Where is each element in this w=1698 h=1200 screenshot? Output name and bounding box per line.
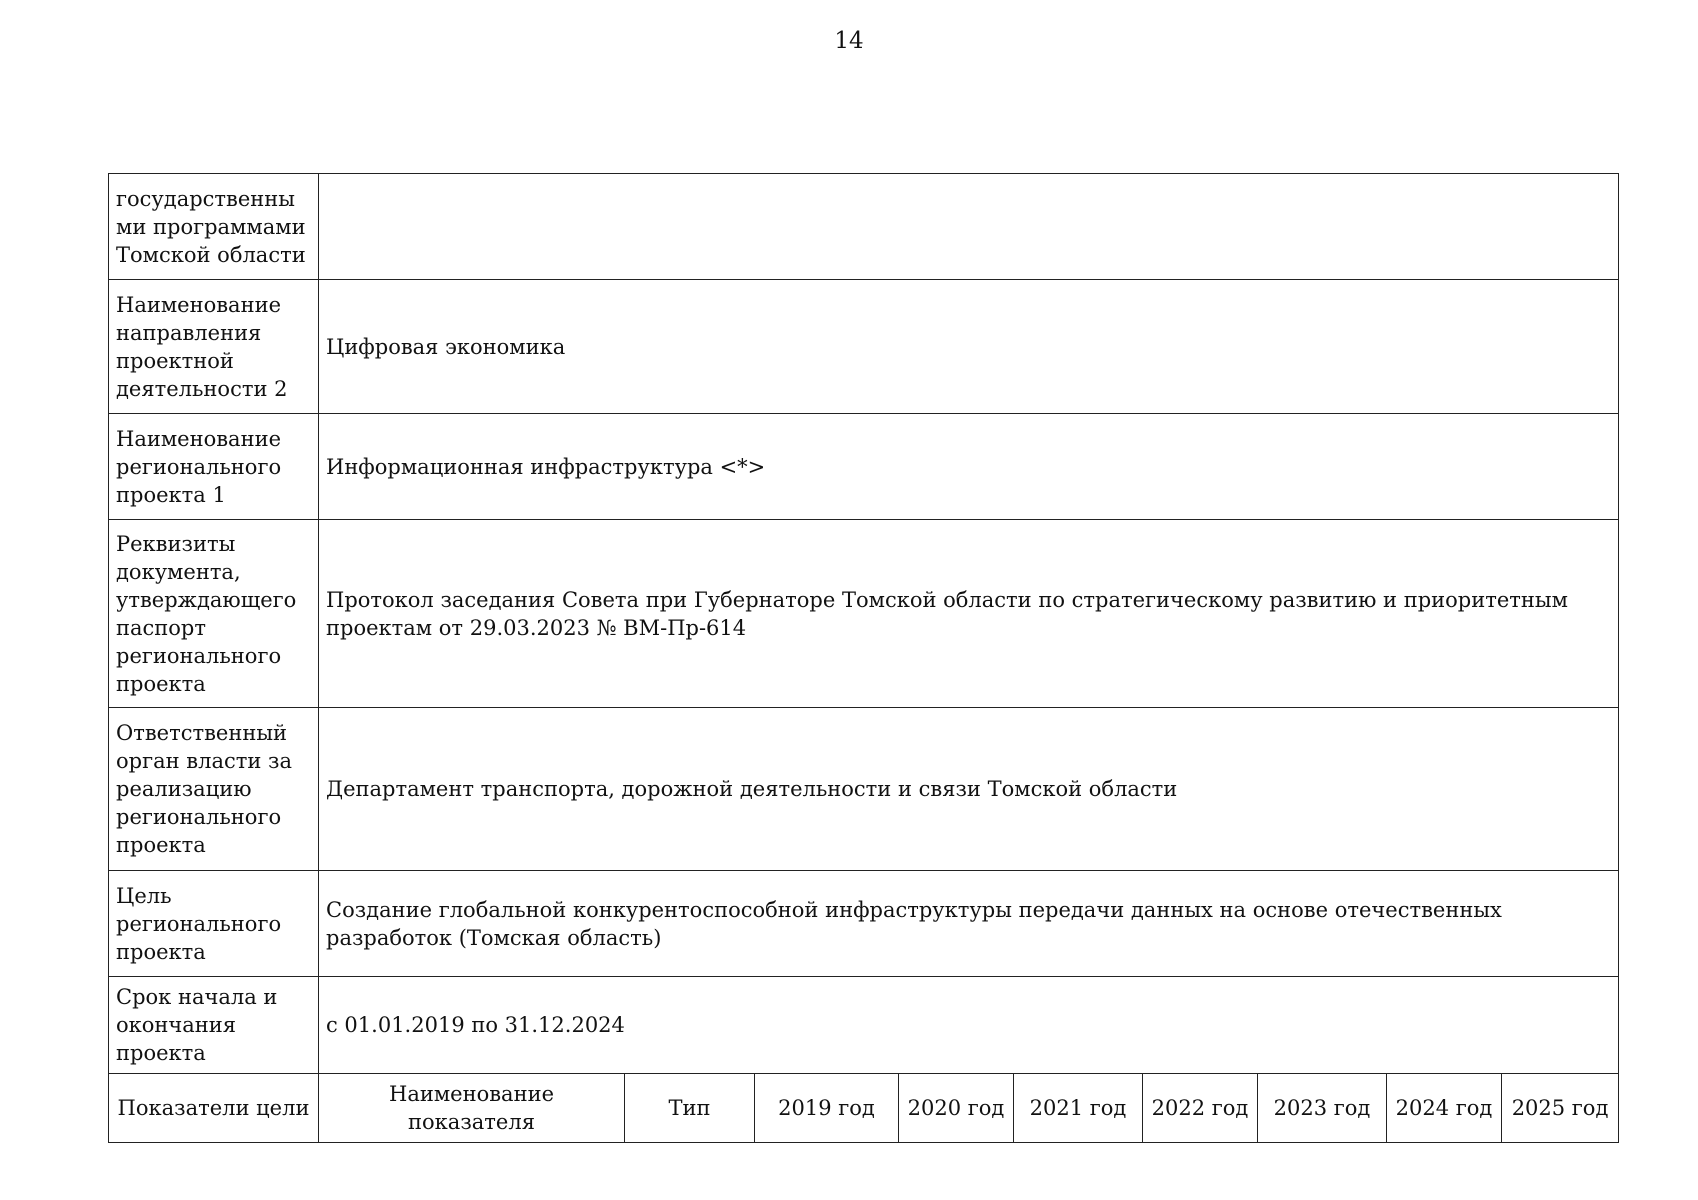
column-header: 2023 год bbox=[1258, 1074, 1387, 1143]
row-value: Протокол заседания Совета при Губернаторе Томской области по стратегическому развитию и приоритетным проектам от 29.03.2023 № ВМ-Пр-614 bbox=[319, 520, 1619, 708]
table-row bbox=[109, 280, 1619, 414]
row-label: Наименование регионального проекта 1 bbox=[109, 414, 319, 520]
row-label: Ответственный орган власти за реализацию регионального проекта bbox=[109, 708, 319, 871]
column-header: Тип bbox=[625, 1074, 755, 1143]
column-header: 2021 год bbox=[1014, 1074, 1143, 1143]
table-row bbox=[109, 977, 1619, 1074]
row-label: Цель регионального проекта bbox=[109, 871, 319, 977]
column-header: 2022 год bbox=[1143, 1074, 1258, 1143]
column-header: 2019 год bbox=[755, 1074, 899, 1143]
column-header: Наименование показателя bbox=[319, 1074, 625, 1143]
row-label: Наименование направления проектной деятельности 2 bbox=[109, 280, 319, 414]
project-passport-table bbox=[108, 173, 1619, 1143]
row-value: Цифровая экономика bbox=[319, 280, 1619, 414]
row-value bbox=[319, 174, 1619, 280]
row-label: Срок начала и окончания проекта bbox=[109, 977, 319, 1074]
column-header: 2020 год bbox=[899, 1074, 1014, 1143]
table-row bbox=[109, 414, 1619, 520]
column-header: 2025 год bbox=[1502, 1074, 1619, 1143]
table-row bbox=[109, 520, 1619, 708]
indicators-label: Показатели цели bbox=[109, 1074, 319, 1143]
table-row bbox=[109, 871, 1619, 977]
table-row bbox=[109, 708, 1619, 871]
table-row bbox=[109, 174, 1619, 280]
row-label: государственными программами Томской области bbox=[109, 174, 319, 280]
row-value: Информационная инфраструктура <*> bbox=[319, 414, 1619, 520]
page-number: 14 bbox=[834, 28, 864, 54]
indicators-header-row bbox=[109, 1074, 1619, 1143]
row-value: с 01.01.2019 по 31.12.2024 bbox=[319, 977, 1619, 1074]
row-label: Реквизиты документа, утверждающего паспорт регионального проекта bbox=[109, 520, 319, 708]
row-value: Создание глобальной конкурентоспособной инфраструктуры передачи данных на основе отечественных разработок (Томская область) bbox=[319, 871, 1619, 977]
column-header: 2024 год bbox=[1387, 1074, 1502, 1143]
row-value: Департамент транспорта, дорожной деятельности и связи Томской области bbox=[319, 708, 1619, 871]
